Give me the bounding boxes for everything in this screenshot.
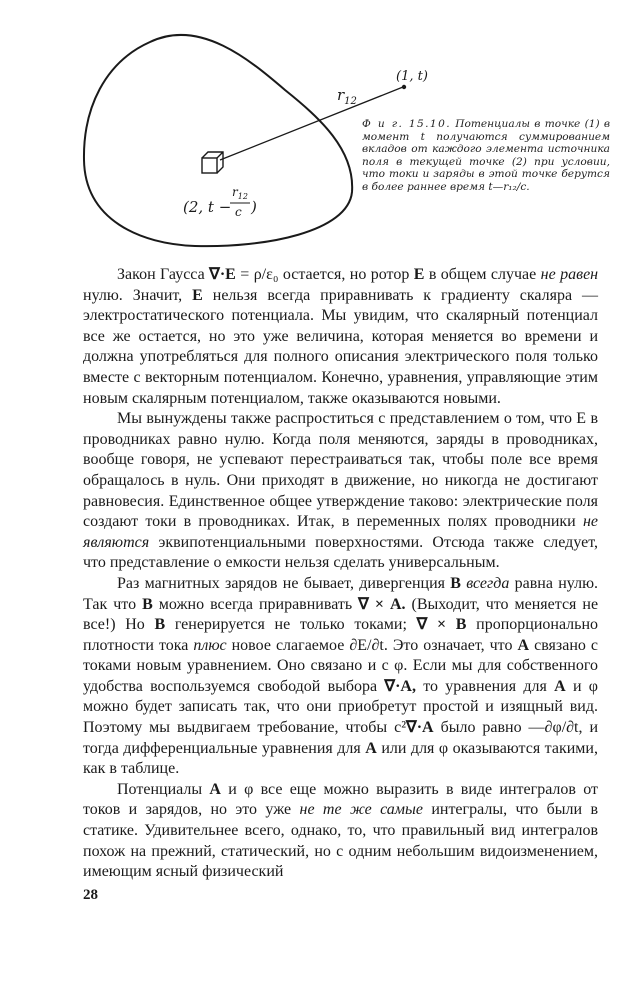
- math-bold: A: [517, 636, 530, 654]
- text-run: связано с токами новым уравнением. Оно связано и с φ. Если мы для собственного удобства воспользуемся свободой выбора: [83, 636, 599, 695]
- math-bold: A: [365, 739, 377, 757]
- math-bold: E: [192, 286, 203, 304]
- text-run: Раз магнитных зарядов не бывает, дивергенция: [117, 574, 445, 592]
- math-bold: B: [142, 595, 153, 613]
- body-text: [83, 265, 598, 883]
- math-bold: B: [450, 574, 461, 592]
- r12-label: $r_{12}$: [337, 86, 357, 107]
- text-run: равна нулю. Так что: [83, 574, 599, 613]
- text-run: Закон Гаусса: [117, 266, 205, 283]
- text-run: Потенциалы: [117, 780, 203, 798]
- page-number: 28: [83, 887, 98, 903]
- figure-caption: [362, 118, 610, 194]
- math-bold: ∇·A: [406, 719, 434, 737]
- math-bold: E: [413, 266, 425, 283]
- text-run: эквипотенциальными поверхностями. Отсюда также следует, что представление о емкости нельзя сделать универсальным.: [83, 533, 599, 572]
- math-bold: ∇·A,: [384, 677, 416, 695]
- paragraph: [83, 574, 598, 780]
- point-2-label-denominator: c: [235, 205, 242, 219]
- text-run: или для φ оказываются такими, как в таблице.: [83, 739, 598, 778]
- text-run: генерируется не только токами;: [174, 616, 407, 634]
- math-bold: ∇ × B: [416, 616, 467, 634]
- volume-element-cube: [202, 152, 223, 173]
- paragraph: [83, 265, 598, 409]
- math-bold: A: [554, 677, 566, 695]
- math-bold: ∇·E: [209, 266, 236, 283]
- math-bold: B: [154, 616, 166, 634]
- math-bold: A: [209, 780, 221, 798]
- text-run: новое слагаемое ∂E/∂t. Это означает, что: [231, 636, 513, 654]
- point-2-label-prefix: (2, t −: [183, 198, 232, 216]
- emphasis: не равен: [540, 266, 599, 283]
- text-run: Мы вынуждены также распроститься с представлением о том, что E в проводниках равно нулю. Когда поля меняются, заряды в проводниках, вообще говоря, не успевают перестраиваться так, чтобы поле все время обращалось в нуль. Они приходят в движение, но никогда не достигают равновесия. Единственное общее утверждение таково: электрические поля создают токи в проводниках. Итак, в переменных полях проводники: [83, 410, 598, 531]
- text-run: можно всегда приравнивать: [158, 595, 353, 613]
- point-1-dot: [402, 85, 406, 89]
- text-run: в общем случае: [428, 266, 537, 283]
- emphasis: всегда: [466, 574, 510, 592]
- point-2-label-numerator: $r_{12}$: [232, 185, 248, 201]
- text-run: нулю. Значит,: [83, 286, 183, 304]
- figure-caption-label: Ф и г. 15.10.: [362, 118, 451, 130]
- emphasis: плюс: [193, 636, 227, 654]
- emphasis: не являются: [83, 513, 599, 551]
- text-run: и φ можно будет записать так, что они приобретут простой и изящный вид. Поэтому мы выдвигаем требование, чтобы c²: [83, 677, 599, 737]
- point-1-label: (1, t): [396, 69, 428, 84]
- text-run: = ρ/ε₀ остается, но ротор: [240, 266, 410, 283]
- emphasis: не те же самые: [299, 801, 423, 819]
- text-run: (Выходит, что меняется не все!) Но: [83, 595, 599, 634]
- text-run: было равно —∂φ/∂t, и тогда дифференциальные уравнения для: [83, 719, 599, 757]
- text-run: и φ все еще можно выразить в виде интегралов от токов и зарядов, но это уже: [83, 780, 599, 819]
- math-bold: ∇ × A.: [358, 595, 406, 613]
- figure-caption-text: Потенциалы в точке (1) в момент t получаются суммированием вкладов от каждого элемента источника поля в текущей точке (2) при условии, что токи и заряды в этой точке берутся в более раннее время t—r₁₂/c.: [362, 118, 610, 193]
- paragraph: [83, 780, 598, 883]
- text-run: интегралы, что были в статике. Удивительнее всего, однако, то, что правильный вид интегралов похож на прежний, статический, но с одним небольшим видоизменением, имеющим ясный физический: [83, 801, 599, 881]
- text-run: то уравнения для: [423, 677, 547, 695]
- paragraph: [83, 409, 598, 574]
- point-2-label-suffix: ): [251, 198, 257, 216]
- text-run: нельзя всегда приравнивать к градиенту скаляра — электростатического потенциала. Мы увидим, что скалярный потенциал все же остается, но это уже величина, которая меняется во времени и должна употребляться для полного описания электрического поля только вместе с векторным потенциалом. Конечно, уравнения, управляющие этим новым скалярным потенциалом, также оказываются новыми.: [83, 286, 599, 407]
- text-run: пропорционально плотности тока: [83, 616, 599, 654]
